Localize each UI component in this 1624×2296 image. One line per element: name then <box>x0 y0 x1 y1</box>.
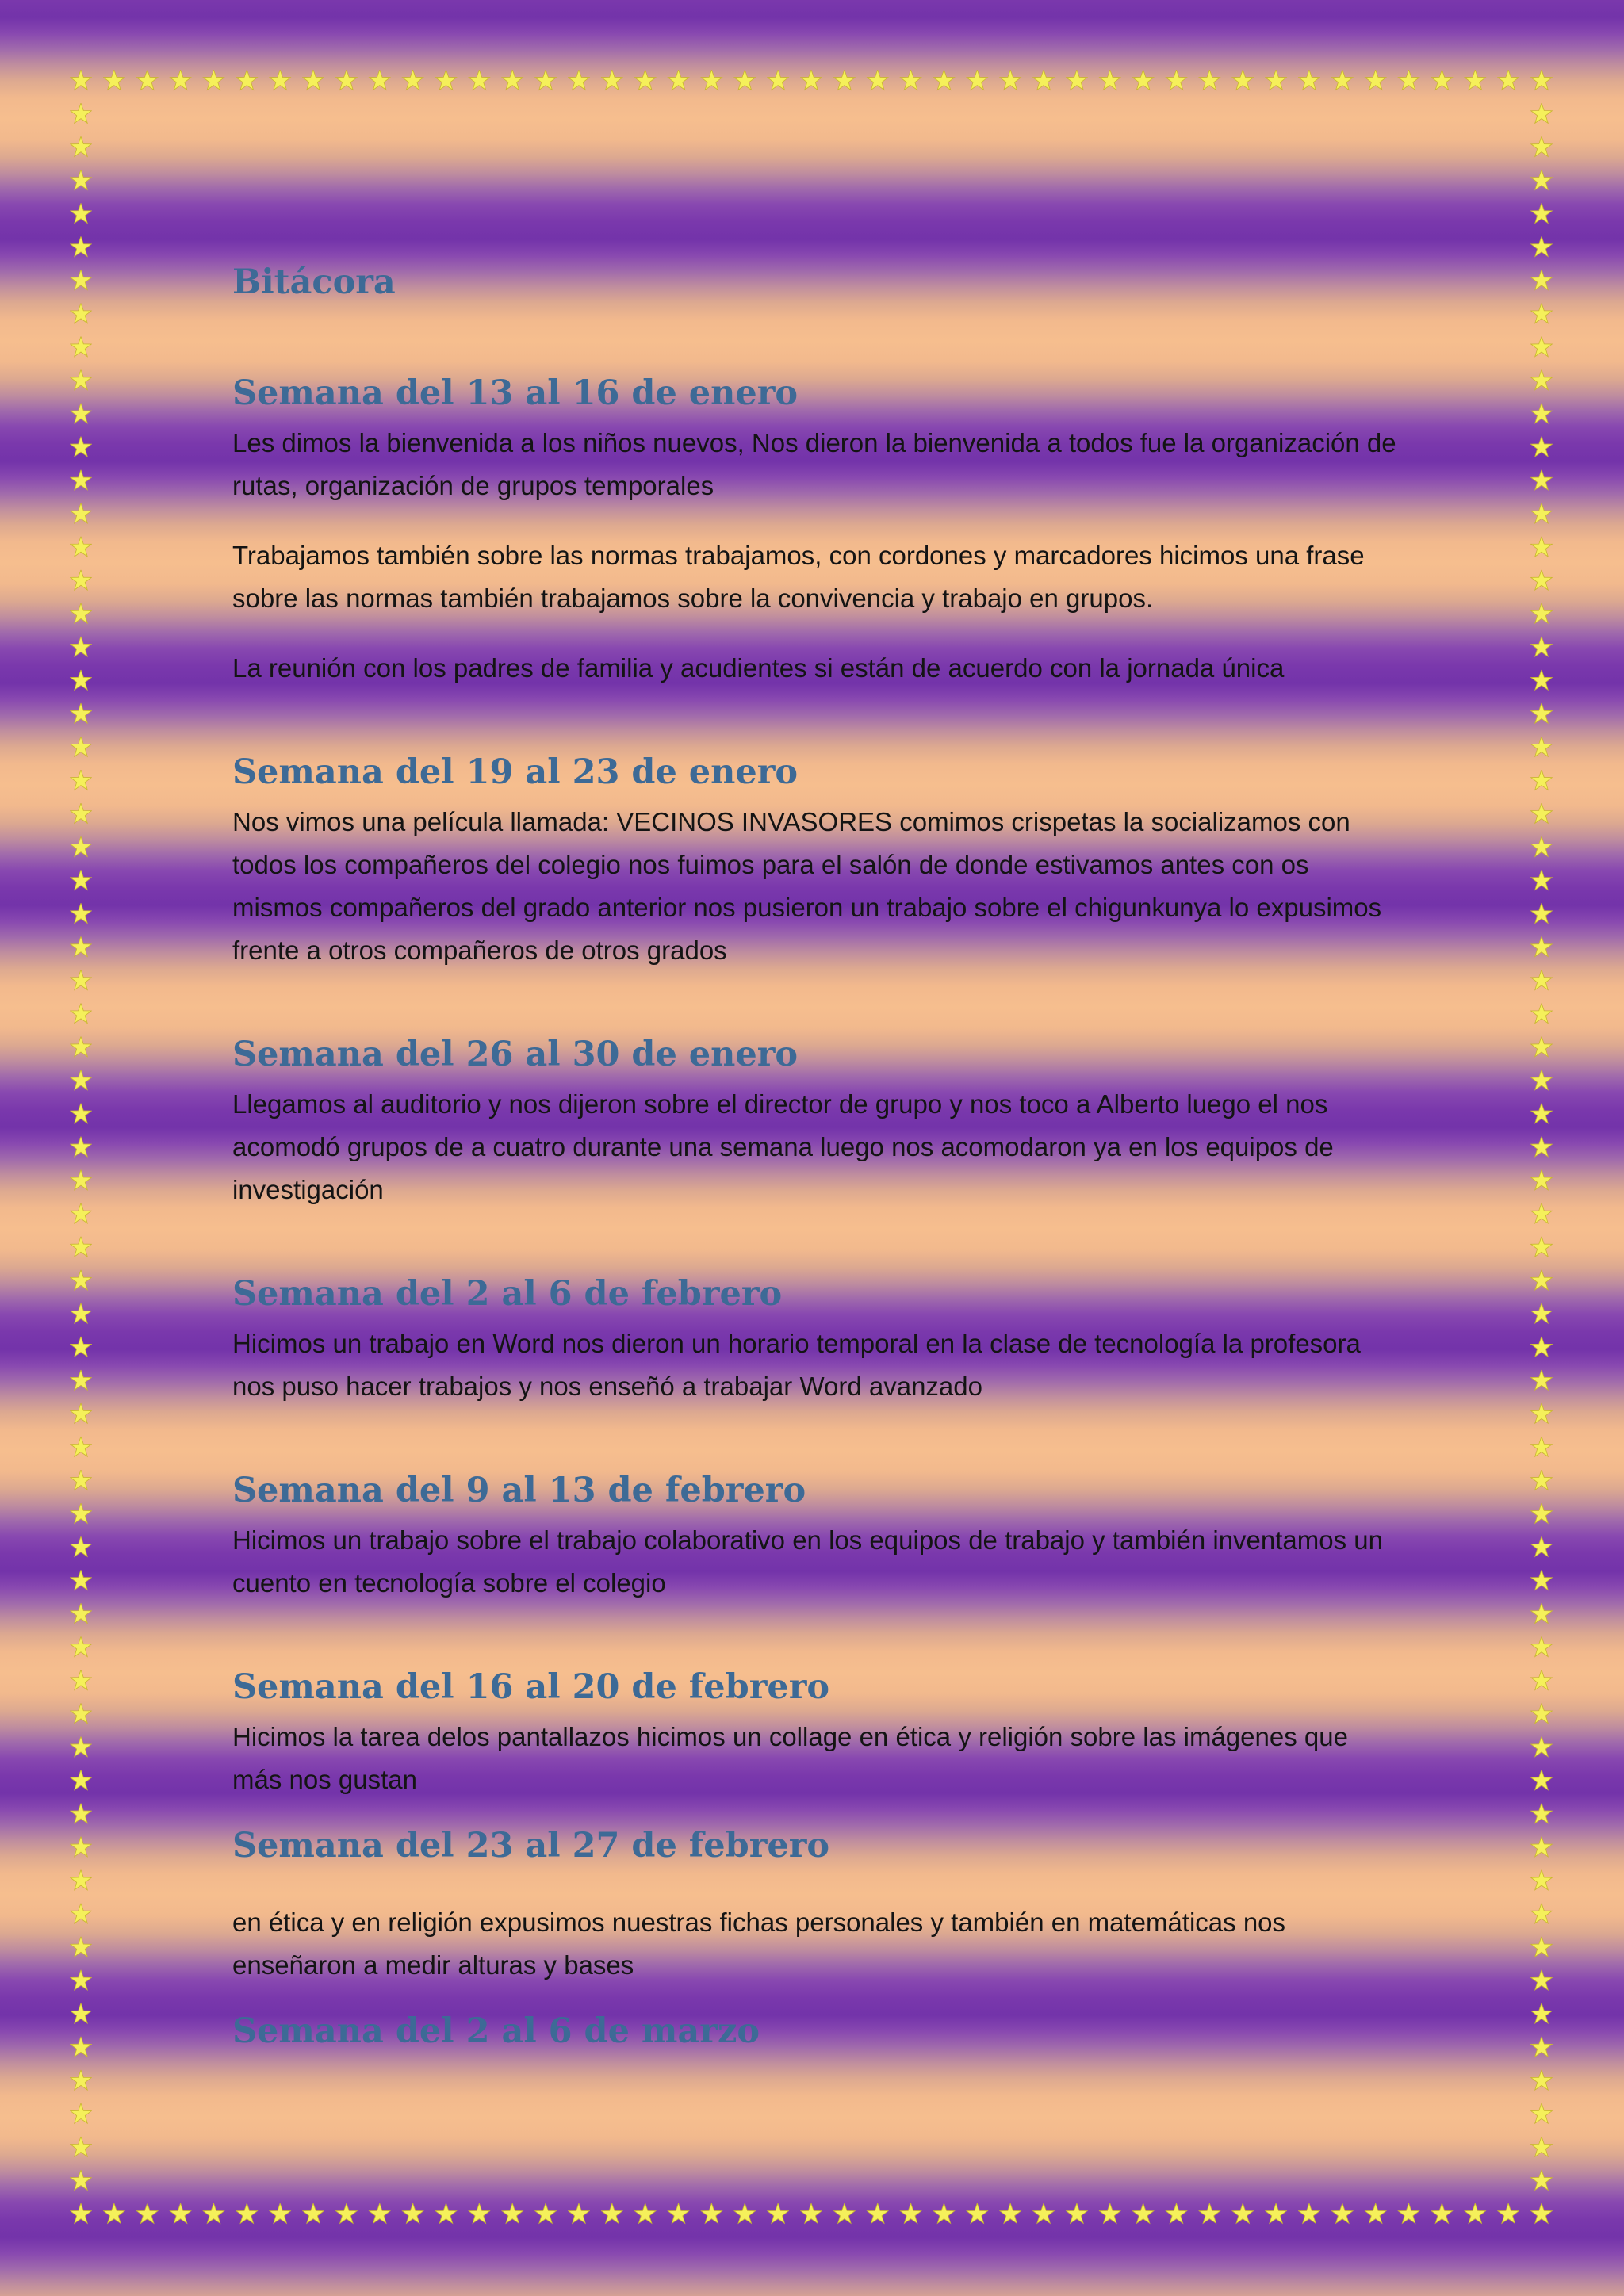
star-icon <box>701 2203 722 2223</box>
star-icon <box>801 70 822 90</box>
star-icon <box>236 2203 258 2223</box>
star-icon <box>71 836 92 856</box>
star-icon <box>1531 70 1553 90</box>
star-icon <box>71 936 92 956</box>
week-entry <box>232 1817 1398 1987</box>
star-icon <box>1531 1803 1553 1823</box>
entry-paragraph: Les dimos la bienvenida a los niños nuevos, Nos dieron la bienvenida a todos fue la organización de rutas, organización de grupos temporales <box>232 428 1396 500</box>
star-icon <box>1531 737 1553 756</box>
star-icon <box>71 1570 92 1590</box>
star-icon <box>1431 2203 1453 2223</box>
star-icon <box>569 70 590 90</box>
star-icon <box>71 603 92 623</box>
star-icon <box>1531 1937 1553 1957</box>
star-icon <box>1033 2203 1055 2223</box>
week-heading: Semana del 26 al 30 de enero <box>232 1035 799 1074</box>
star-icon <box>1531 903 1553 923</box>
star-icon <box>1132 2203 1154 2223</box>
star-icon <box>1531 236 1553 256</box>
star-icon <box>1531 1237 1553 1257</box>
star-icon <box>71 270 92 289</box>
star-icon <box>71 1270 92 1290</box>
entry-paragraph: Nos vimos una película llamada: VECINOS INVASORES comimos crispetas la socializamos con todos los compañeros del colegio nos fuimos para el salón de donde estivamos antes con os mismos compañeros del grado anterior nos pusieron un trabajo sobre el chigunkunya lo expusimos frente a otros compañeros de otros grados <box>232 807 1382 965</box>
star-icon <box>104 2203 125 2223</box>
star-icon <box>71 1303 92 1323</box>
star-icon <box>71 136 92 156</box>
star-icon <box>1531 803 1553 823</box>
star-icon <box>303 2203 324 2223</box>
star-icon <box>71 570 92 590</box>
star-icon <box>1531 170 1553 189</box>
star-icon <box>1531 1003 1553 1023</box>
star-icon <box>1531 1870 1553 1890</box>
star-icon <box>170 2203 191 2223</box>
star-icon <box>801 2203 822 2223</box>
star-icon <box>1531 1536 1553 1556</box>
star-icon <box>1531 1570 1553 1590</box>
star-icon <box>1531 1103 1553 1123</box>
star-icon <box>71 2037 92 2057</box>
star-icon <box>71 1970 92 1990</box>
star-icon <box>1531 2203 1553 2223</box>
entry-paragraph: Hicimos un trabajo en Word nos dieron un horario temporal en la clase de tecnología la profesora nos puso hacer trabajos y nos enseñó a trabajar Word avanzado <box>232 1329 1361 1401</box>
star-icon <box>1398 2203 1419 2223</box>
star-icon <box>1431 70 1453 90</box>
star-icon <box>1531 537 1553 557</box>
star-icon <box>104 70 125 90</box>
star-icon <box>502 2203 523 2223</box>
star-icon <box>1531 1470 1553 1490</box>
star-icon <box>602 2203 623 2223</box>
star-icon <box>71 1003 92 1023</box>
week-heading: Semana del 9 al 13 de febrero <box>232 1471 806 1510</box>
star-icon <box>71 470 92 490</box>
star-icon <box>1067 70 1088 90</box>
star-icon <box>668 70 689 90</box>
star-icon <box>71 1403 92 1423</box>
star-icon <box>71 1203 92 1223</box>
star-icon <box>1000 2203 1021 2223</box>
star-icon <box>734 70 756 90</box>
star-icon <box>71 103 92 123</box>
week-entry <box>232 2003 1398 2060</box>
star-icon <box>1531 369 1553 389</box>
star-icon <box>71 1836 92 1856</box>
star-icon <box>1531 1670 1553 1689</box>
star-icon <box>1498 70 1519 90</box>
star-icon <box>71 1470 92 1490</box>
star-icon <box>1531 870 1553 890</box>
star-icon <box>1033 70 1055 90</box>
star-icon <box>1531 1137 1553 1157</box>
star-icon <box>867 70 888 90</box>
star-icon <box>1531 270 1553 289</box>
star-icon <box>170 70 191 90</box>
star-icon <box>867 2203 888 2223</box>
star-icon <box>71 737 92 756</box>
entry-paragraph: Llegamos al auditorio y nos dijeron sobre el director de grupo y nos toco a Alberto luego el nos acomodó grupos de a cuatro durante una semana luego nos acomodaron ya en los equipos de investigación <box>232 1089 1334 1204</box>
star-icon <box>1365 70 1386 90</box>
star-icon <box>1531 1070 1553 1089</box>
star-icon <box>1531 437 1553 457</box>
star-icon <box>469 70 490 90</box>
star-icon <box>1531 2103 1553 2123</box>
star-icon <box>1266 70 1287 90</box>
star-icon <box>900 70 921 90</box>
week-entry <box>232 1026 1398 1211</box>
star-icon <box>71 670 92 690</box>
star-icon <box>71 1337 92 1357</box>
star-icon <box>1099 2203 1120 2223</box>
star-icon <box>71 803 92 823</box>
star-icon <box>71 970 92 989</box>
star-icon <box>1531 103 1553 123</box>
week-entry <box>232 1462 1398 1605</box>
star-icon <box>569 2203 590 2223</box>
star-icon <box>136 70 158 90</box>
entry-paragraph: en ética y en religión expusimos nuestras fichas personales y también en matemáticas nos enseñaron a medir alturas y bases <box>232 1908 1286 1980</box>
star-icon <box>1531 2003 1553 2023</box>
star-icon <box>71 2137 92 2156</box>
star-icon <box>71 236 92 256</box>
star-icon <box>71 637 92 656</box>
document-body <box>232 254 1398 2060</box>
star-icon <box>71 1870 92 1890</box>
star-icon <box>1531 637 1553 656</box>
star-icon <box>1531 303 1553 323</box>
star-icon <box>1299 2203 1320 2223</box>
star-icon <box>369 70 390 90</box>
star-icon <box>71 1103 92 1123</box>
star-icon <box>1332 2203 1354 2223</box>
week-heading: Semana del 16 al 20 de febrero <box>232 1667 830 1707</box>
star-icon <box>1531 1270 1553 1290</box>
star-icon <box>71 703 92 723</box>
star-icon <box>71 1636 92 1656</box>
star-icon <box>71 303 92 323</box>
star-icon <box>634 2203 656 2223</box>
star-icon <box>203 70 224 90</box>
star-icon <box>900 2203 921 2223</box>
star-icon <box>1067 2203 1088 2223</box>
star-icon <box>203 2203 224 2223</box>
star-icon <box>1531 1603 1553 1623</box>
star-icon <box>71 1770 92 1789</box>
star-icon <box>71 1603 92 1623</box>
star-icon <box>71 870 92 890</box>
star-icon <box>1531 603 1553 623</box>
star-icon <box>1531 970 1553 989</box>
star-icon <box>402 70 423 90</box>
star-icon <box>768 2203 789 2223</box>
star-icon <box>1531 1303 1553 1323</box>
star-icon <box>1531 1203 1553 1223</box>
star-icon <box>71 1937 92 1957</box>
star-icon <box>1531 936 1553 956</box>
star-icon <box>71 1736 92 1756</box>
star-icon <box>71 203 92 223</box>
star-icon <box>71 1036 92 1056</box>
star-icon <box>1166 2203 1187 2223</box>
star-icon <box>71 403 92 423</box>
star-icon <box>1531 1036 1553 1056</box>
star-icon <box>1531 503 1553 523</box>
star-icon <box>634 70 656 90</box>
star-icon <box>71 2170 92 2190</box>
star-icon <box>71 903 92 923</box>
star-icon <box>1000 70 1021 90</box>
star-icon <box>1531 570 1553 590</box>
star-icon <box>967 2203 988 2223</box>
star-icon <box>1531 2137 1553 2156</box>
star-icon <box>1531 670 1553 690</box>
week-heading: Semana del 23 al 27 de febrero <box>232 1826 830 1866</box>
week-heading: Semana del 2 al 6 de marzo <box>232 2011 760 2051</box>
star-icon <box>1531 2170 1553 2190</box>
star-icon <box>71 1070 92 1089</box>
star-icon <box>1531 136 1553 156</box>
star-icon <box>967 70 988 90</box>
star-icon <box>1498 2203 1519 2223</box>
star-icon <box>136 2203 158 2223</box>
star-icon <box>535 70 557 90</box>
star-icon <box>336 70 358 90</box>
star-icon <box>270 70 291 90</box>
entry-paragraph: Hicimos la tarea delos pantallazos hicimos un collage en ética y religión sobre las imágenes que más nos gustan <box>232 1722 1348 1794</box>
star-icon <box>1398 70 1419 90</box>
star-icon <box>303 70 324 90</box>
entry-paragraph: Trabajamos también sobre las normas trabajamos, con cordones y marcadores hicimos una frase sobre las normas también trabajamos sobre la convivencia y trabajo en grupos. <box>232 541 1365 613</box>
star-icon <box>1531 1170 1553 1190</box>
star-icon <box>1531 336 1553 356</box>
star-icon <box>469 2203 490 2223</box>
star-icon <box>1531 1437 1553 1456</box>
week-heading: Semana del 2 al 6 de febrero <box>232 1274 783 1314</box>
star-icon <box>1531 470 1553 490</box>
star-icon <box>71 1370 92 1390</box>
star-icon <box>71 1437 92 1456</box>
star-icon <box>1531 1337 1553 1357</box>
star-icon <box>1531 1904 1553 1923</box>
star-icon <box>71 170 92 189</box>
star-icon <box>1531 1703 1553 1723</box>
star-icon <box>1266 2203 1287 2223</box>
star-icon <box>71 369 92 389</box>
document-title: Bitácora <box>232 262 396 302</box>
star-icon <box>71 2103 92 2123</box>
star-icon <box>1099 70 1120 90</box>
star-icon <box>1531 1770 1553 1789</box>
star-icon <box>502 70 523 90</box>
star-icon <box>71 2203 92 2223</box>
star-icon <box>1531 1636 1553 1656</box>
star-icon <box>933 70 955 90</box>
star-icon <box>1465 2203 1486 2223</box>
star-icon <box>71 770 92 790</box>
star-icon <box>71 1703 92 1723</box>
star-icon <box>1365 2203 1386 2223</box>
star-icon <box>71 503 92 523</box>
star-icon <box>1232 2203 1254 2223</box>
star-icon <box>71 2070 92 2090</box>
star-icon <box>933 2203 955 2223</box>
star-icon <box>435 70 457 90</box>
week-heading: Semana del 19 al 23 de enero <box>232 752 799 792</box>
star-icon <box>834 70 856 90</box>
star-icon <box>270 2203 291 2223</box>
star-icon <box>1531 1370 1553 1390</box>
star-icon <box>1332 70 1354 90</box>
star-icon <box>1199 70 1220 90</box>
star-icon <box>71 70 92 90</box>
star-icon <box>1531 403 1553 423</box>
star-icon <box>369 2203 390 2223</box>
star-icon <box>71 1170 92 1190</box>
star-icon <box>734 2203 756 2223</box>
week-entry <box>232 744 1398 972</box>
star-icon <box>1531 2070 1553 2090</box>
star-icon <box>668 2203 689 2223</box>
star-icon <box>768 70 789 90</box>
star-icon <box>1199 2203 1220 2223</box>
week-entry <box>232 365 1398 690</box>
star-icon <box>71 1503 92 1523</box>
star-icon <box>1531 703 1553 723</box>
star-icon <box>71 1237 92 1257</box>
entry-paragraph: La reunión con los padres de familia y acudientes si están de acuerdo con la jornada única <box>232 653 1285 683</box>
star-icon <box>1531 203 1553 223</box>
star-icon <box>71 437 92 457</box>
star-icon <box>1531 770 1553 790</box>
star-icon <box>1299 70 1320 90</box>
star-icon <box>71 1137 92 1157</box>
star-icon <box>1531 1970 1553 1990</box>
star-icon <box>834 2203 856 2223</box>
star-icon <box>71 1904 92 1923</box>
star-icon <box>535 2203 557 2223</box>
star-icon <box>1531 1403 1553 1423</box>
star-icon <box>1531 836 1553 856</box>
week-heading: Semana del 13 al 16 de enero <box>232 373 799 413</box>
week-entry <box>232 1659 1398 1801</box>
star-icon <box>1132 70 1154 90</box>
star-icon <box>71 336 92 356</box>
week-entry <box>232 1265 1398 1408</box>
entry-paragraph: Hicimos un trabajo sobre el trabajo colaborativo en los equipos de trabajo y también inventamos un cuento en tecnología sobre el colegio <box>232 1525 1384 1598</box>
star-icon <box>1465 70 1486 90</box>
star-icon <box>1531 1503 1553 1523</box>
star-icon <box>71 2003 92 2023</box>
star-icon <box>71 1536 92 1556</box>
star-icon <box>435 2203 457 2223</box>
star-icon <box>1531 1736 1553 1756</box>
star-icon <box>71 1670 92 1689</box>
star-icon <box>701 70 722 90</box>
star-icon <box>1232 70 1254 90</box>
star-icon <box>336 2203 358 2223</box>
star-icon <box>71 1803 92 1823</box>
star-icon <box>1531 1836 1553 1856</box>
star-icon <box>602 70 623 90</box>
star-icon <box>1166 70 1187 90</box>
star-icon <box>402 2203 423 2223</box>
star-icon <box>1531 2037 1553 2057</box>
star-icon <box>71 537 92 557</box>
star-icon <box>236 70 258 90</box>
